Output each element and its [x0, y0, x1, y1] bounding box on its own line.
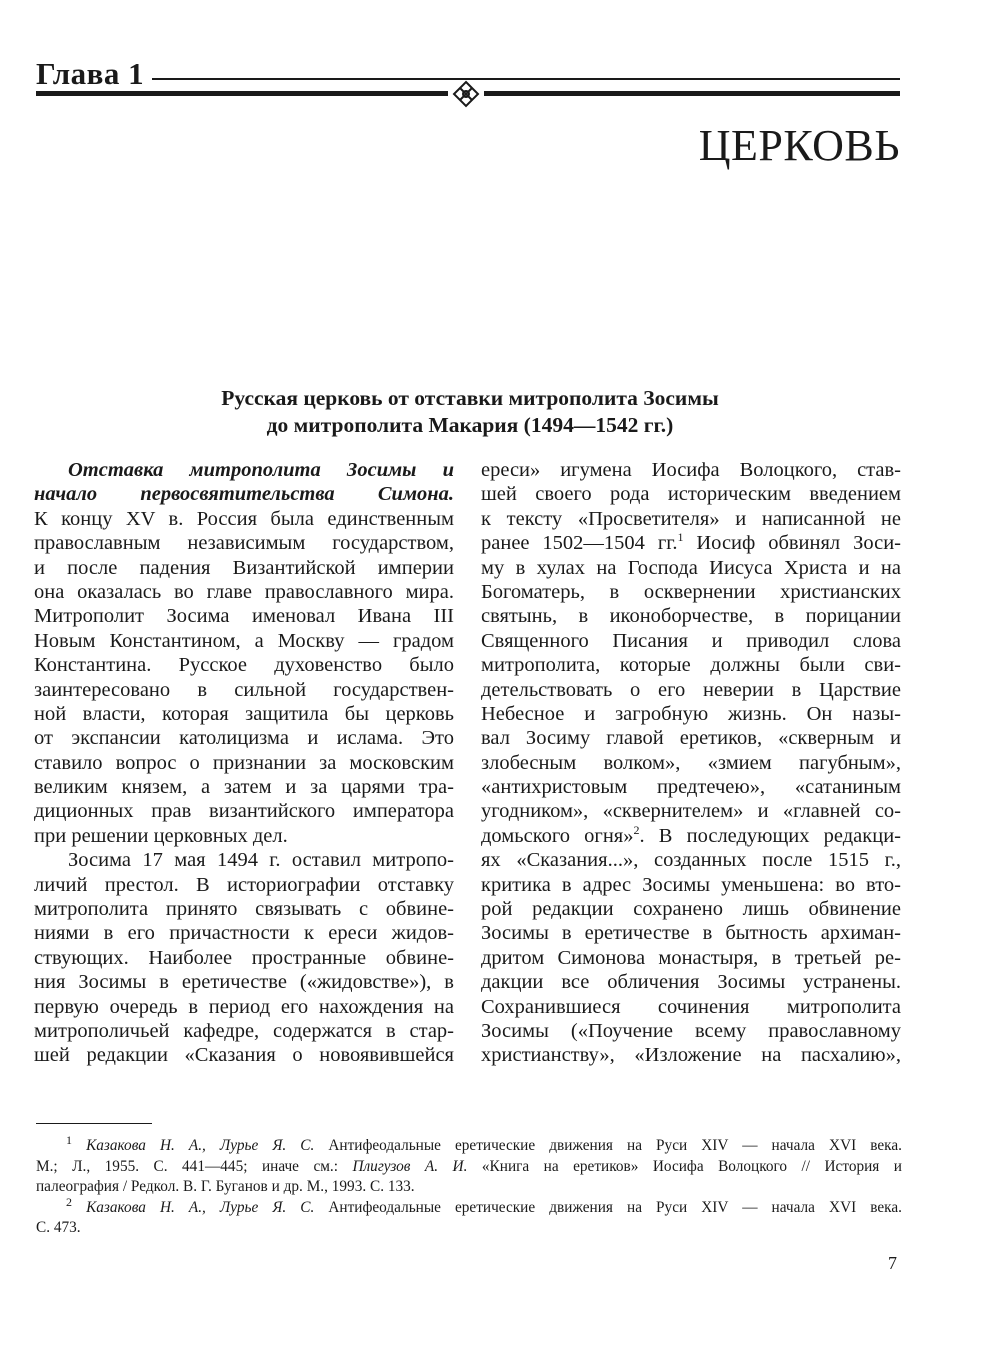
footnote-1-line-2 [36, 1157, 902, 1178]
text-line: к тексту «Просветителя» и написанной не [481, 507, 901, 530]
text-line: личий престол. В историографии отставку [34, 873, 454, 896]
right-column [481, 458, 901, 1068]
text-line: первую очередь в период его нахождения на [34, 995, 454, 1018]
section-heading [140, 385, 800, 439]
text-fragment: . В последующих редакци- [639, 824, 901, 847]
text-line: митрополита принято связывать с обвине- [34, 898, 454, 921]
text-line: ях «Сказания...», созданных после 1515 г., [481, 849, 901, 872]
footnote-2-text: Антифеодальные еретические движения на Руси XIV — начала XVI века. [314, 1198, 902, 1216]
text-line: му в хулах на Господа Иисуса Христа и на [481, 556, 901, 579]
text-line: Новым Константином, а Москву — градом [34, 629, 454, 652]
text-line: митрополичьей кафедре, содержатся в стар- [34, 1019, 454, 1042]
endless-knot-ornament-icon [450, 79, 482, 109]
text-line: ствующих. Наиболее пространные обвине- [34, 946, 454, 969]
footnote-1-text: М.; Л., 1955. С. 441—445; иначе см.: [36, 1157, 353, 1175]
text-line: вал Зосиму главой еретиков, «скверным и [481, 727, 901, 750]
text-line: ереси» игумена Иосифа Волоцкого, став- [481, 459, 901, 481]
footnote-2-number: 2 [66, 1194, 72, 1209]
text-line: ной власти, которая защитила бы церковь [34, 702, 454, 725]
text-line-with-footnote [481, 531, 901, 555]
text-line: дакции все обличения Зосимы устранены. [481, 971, 901, 994]
text-line: ставило вопрос о признании за московским [34, 751, 454, 774]
text-line: критика в адрес Зосимы уменьшена: во вто- [481, 873, 901, 896]
page-number: 7 [888, 1253, 897, 1273]
footnote-2-line-1 [36, 1194, 902, 1219]
text-line: от экспансии католицизма и ислама. Это [34, 727, 454, 750]
text-line: Митрополит Зосима именовал Ивана III [34, 605, 454, 628]
section-heading-line-1: Русская церковь от отставки митрополита Зосимы [221, 386, 719, 410]
text-line: Зосимы в еретичестве в бытность архиман- [481, 922, 901, 945]
chapter-label: Глава 1 [36, 56, 145, 91]
text-line: Константина. Русское духовенство было [34, 654, 454, 677]
left-column [34, 458, 454, 1068]
text-fragment: домьского огня» [481, 824, 634, 847]
text-line: великим князем, а затем и за царями тра- [34, 776, 454, 799]
text-line: шей своего рода историческим введением [481, 483, 901, 506]
footnote-1-author: Казакова Н. А., Лурье Я. С. [86, 1137, 315, 1154]
text-fragment: ранее 1502—1504 гг. [481, 532, 678, 555]
text-line: дритом Симонова монастыря, в третьей ре- [481, 946, 901, 969]
footnote-1-line-3: палеография / Редкол. В. Г. Буганов и др. М., 1993. С. 133. [36, 1178, 415, 1195]
footnote-1-text: Антифеодальные еретические движения на Руси XIV — начала XVI века. [314, 1137, 902, 1154]
text-line: злобесным волком», «змием пагубным», [481, 751, 901, 774]
footnote-separator [36, 1123, 152, 1124]
text-line: и после падения Византийской империи [34, 556, 454, 579]
footnote-1-number: 1 [66, 1132, 72, 1147]
text-line: детельствовать о его неверии в Царствие [481, 678, 901, 701]
text-line: ниями в его причастности к ереси жидов- [34, 922, 454, 945]
text-line: при решении церковных дел. [34, 824, 288, 847]
text-line-with-footnote [481, 824, 901, 848]
text-line: «антихристовым предтечею», «сатаниным [481, 776, 901, 799]
text-line: диционных прав византийского императора [34, 800, 454, 823]
text-line: Небесное и загробную жизнь. Он назы- [481, 702, 901, 725]
text-line: православным независимым государством, [34, 532, 454, 555]
text-line: христианству», «Изложение на пасхалию», [481, 1044, 901, 1067]
text-line: митрополита, которые должны были сви- [481, 654, 901, 677]
text-line: Отставка митрополита Зосимы и [68, 459, 454, 481]
footnote-1-text: «Книга на еретиков» Иосифа Волоцкого // История и [467, 1157, 902, 1175]
text-line: шей редакции «Сказания о новоявившейся [34, 1044, 454, 1067]
text-line: угодником», «сквернителем» и «главней со- [481, 800, 901, 823]
text-line: Богоматерь, в осквернении христианских [481, 580, 901, 603]
text-line: она оказалась во главе православного мира. [34, 580, 454, 603]
footnotes [36, 1132, 902, 1239]
footnote-2-line-2: С. 473. [36, 1219, 81, 1236]
text-line: заинтересовано в сильной государствен- [34, 678, 454, 701]
text-line: К концу XV в. Россия была единственным [34, 507, 454, 530]
text-line: Зосимы («Поучение всему православному [481, 1019, 901, 1042]
footnote-2-author: Казакова Н. А., Лурье Я. С. [86, 1198, 315, 1216]
text-line: начало первосвятительства Симона. [34, 483, 454, 506]
header-thin-rule [152, 78, 900, 80]
text-line: Зосима 17 мая 1494 г. оставил митропо- [68, 849, 454, 872]
text-line: ния Зосимы в еретичестве («жидовстве»), в [34, 971, 454, 994]
header-thick-rule-right [484, 91, 900, 96]
text-line: Священного Писания и приводил слова [481, 629, 901, 652]
footnote-marker-2[interactable]: 2 [633, 823, 640, 838]
footnote-marker-1[interactable]: 1 [677, 530, 684, 545]
footnote-1-author-2: Плигузов А. И. [352, 1157, 468, 1175]
text-line: святынь, в иконоборчестве, в порицании [481, 605, 901, 628]
text-fragment: Иосиф обвинял Зоси- [683, 532, 901, 555]
text-line: Сохранившиеся сочинения митрополита [481, 995, 901, 1018]
text-line: рой редакции сохранено лишь обвинение [481, 898, 901, 921]
header-thick-rule-left [36, 91, 448, 96]
section-heading-line-2: до митрополита Макария (1494—1542 гг.) [266, 413, 674, 437]
footnote-1-line-1 [36, 1132, 902, 1157]
chapter-title: ЦЕРКОВЬ [698, 121, 900, 170]
